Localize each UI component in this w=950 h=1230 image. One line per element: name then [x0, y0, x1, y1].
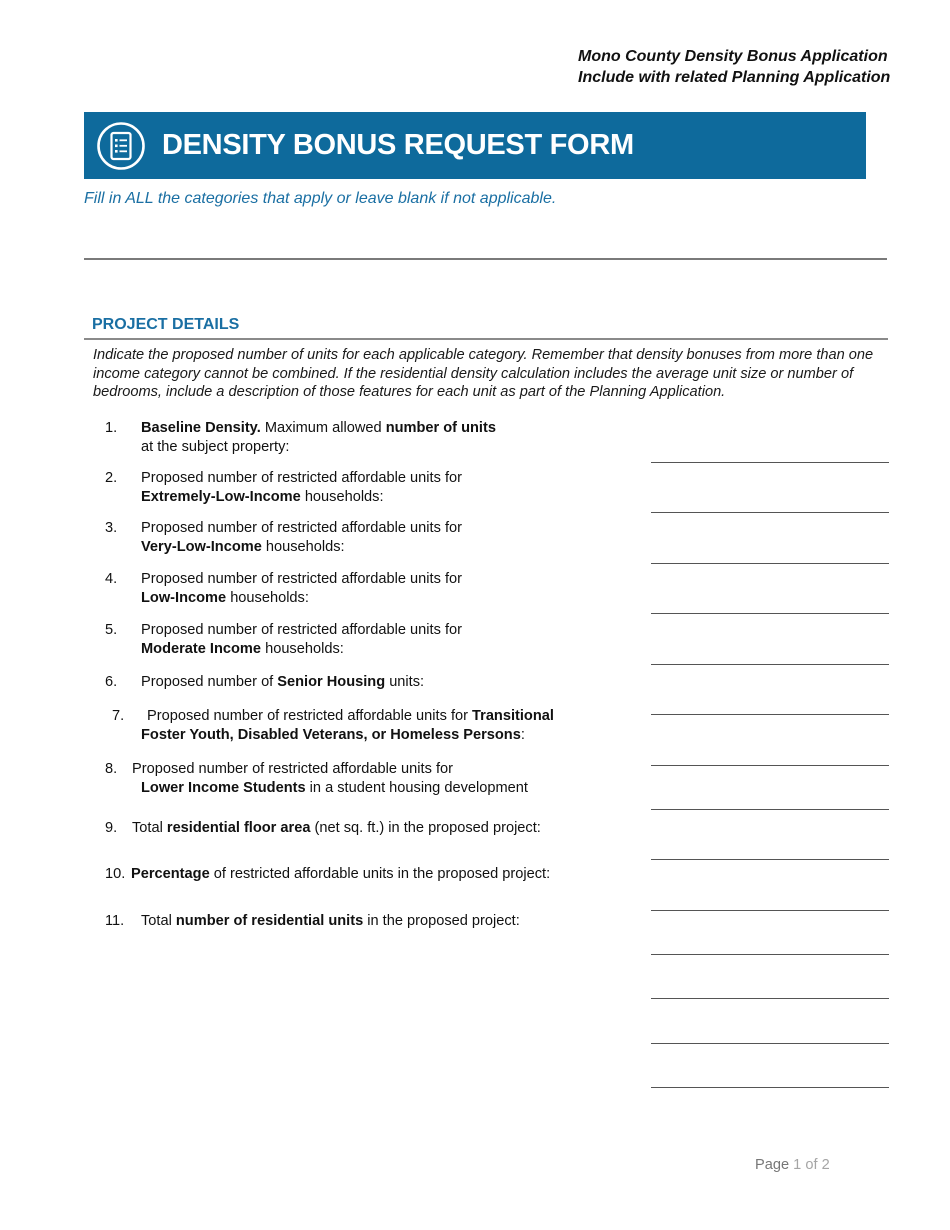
- item-text: in the proposed project:: [363, 913, 520, 929]
- page-of-label: of: [805, 1157, 818, 1173]
- answer-line[interactable]: [651, 1087, 889, 1088]
- item-number: 5.: [105, 622, 118, 638]
- item-label: [141, 912, 520, 931]
- item-number: 8.: [105, 761, 118, 777]
- item-text: households:: [300, 489, 384, 505]
- item-text: (net sq. ft.) in the proposed project:: [310, 820, 541, 836]
- answer-line[interactable]: [651, 613, 889, 614]
- item-label-line-2: [141, 779, 528, 798]
- form-title: DENSITY BONUS REQUEST FORM: [162, 129, 634, 161]
- item-label-line-2: [141, 726, 525, 745]
- item-bold: Moderate Income: [141, 641, 262, 657]
- header-note: [578, 46, 890, 88]
- item-number: 6.: [105, 674, 118, 690]
- item-number: 1.: [105, 420, 118, 436]
- item-text: Proposed number of restricted affordable units for: [141, 571, 462, 587]
- section-title: PROJECT DETAILS: [92, 316, 240, 333]
- answer-line[interactable]: [651, 563, 889, 564]
- item-label: [141, 570, 462, 608]
- answer-line[interactable]: [651, 1043, 889, 1044]
- answer-line[interactable]: [651, 664, 889, 665]
- item-text: at the subject property:: [141, 439, 290, 455]
- item-label: [132, 760, 453, 779]
- item-label: [141, 621, 462, 659]
- item-bold: Senior Housing: [277, 674, 386, 690]
- item-label: [147, 707, 554, 726]
- item-number: 4.: [105, 571, 118, 587]
- item-text: Proposed number of restricted affordable units for: [141, 520, 462, 536]
- item-text: households:: [261, 539, 345, 555]
- item-text: Proposed number of restricted affordable units for: [141, 622, 462, 638]
- item-bold: Transitional: [472, 708, 554, 724]
- item-bold: Foster Youth, Disabled Veterans, or Homeless Persons: [141, 727, 521, 743]
- item-label: [141, 419, 496, 457]
- section-intro: Indicate the proposed number of units for each applicable category. Remember that density bonuses from more than one income category cannot be combined. If the residential density calculation includes the average unit size or number of bedrooms, include a description of those features for each unit as part of the Planning Application.: [93, 347, 874, 401]
- item-bold: Very-Low-Income: [141, 539, 262, 555]
- item-label: [141, 673, 424, 692]
- item-number: 10.: [105, 866, 126, 882]
- item-bold: number of units: [385, 420, 496, 436]
- item-bold: Baseline Density.: [141, 420, 261, 436]
- item-number: 3.: [105, 520, 118, 536]
- item-text: :: [520, 727, 525, 743]
- item-text: Proposed number of restricted affordable units for: [132, 761, 453, 777]
- answer-line[interactable]: [651, 512, 889, 513]
- header-line-1: Mono County Density Bonus Application: [578, 48, 888, 65]
- item-label: [131, 865, 550, 884]
- checklist-icon: [96, 121, 146, 171]
- header-line-2: Include with related Planning Application: [578, 69, 891, 86]
- item-bold: number of residential units: [175, 913, 364, 929]
- item-number: 7.: [112, 708, 125, 724]
- item-text: households:: [226, 590, 309, 606]
- page-label: Page: [755, 1157, 790, 1173]
- answer-line[interactable]: [651, 765, 889, 766]
- item-text: Total: [132, 820, 167, 836]
- instructions: Fill in ALL the categories that apply or leave blank if not applicable.: [84, 190, 557, 207]
- answer-line[interactable]: [651, 714, 889, 715]
- item-number: 9.: [105, 820, 118, 836]
- item-label: [141, 519, 462, 557]
- answer-line[interactable]: [651, 809, 889, 810]
- answer-line[interactable]: [651, 954, 889, 955]
- item-bold: Low-Income: [141, 590, 227, 606]
- item-bold: Extremely-Low-Income: [141, 489, 301, 505]
- item-text: households:: [261, 641, 344, 657]
- item-number: 2.: [105, 470, 118, 486]
- page-number: 1: [793, 1157, 802, 1173]
- title-banner: [84, 112, 866, 179]
- divider: [84, 258, 887, 260]
- item-label: [141, 469, 462, 507]
- item-text: Maximum allowed: [260, 420, 386, 436]
- item-bold: Percentage: [131, 866, 210, 882]
- item-bold: Lower Income Students: [141, 780, 306, 796]
- item-text: Proposed number of: [141, 674, 278, 690]
- item-number: 11.: [105, 913, 125, 929]
- item-text: units:: [385, 674, 425, 690]
- item-text: of restricted affordable units in the proposed project:: [209, 866, 551, 882]
- item-bold: residential floor area: [166, 820, 311, 836]
- item-text: in a student housing development: [305, 780, 528, 796]
- answer-line[interactable]: [651, 998, 889, 999]
- section-divider: [84, 338, 888, 340]
- item-text: Proposed number of restricted affordable units for: [147, 708, 473, 724]
- page-footer: [755, 1155, 830, 1175]
- answer-line[interactable]: [651, 859, 889, 860]
- item-text: Total: [141, 913, 176, 929]
- answer-line[interactable]: [651, 910, 889, 911]
- page-total: 2: [821, 1157, 830, 1173]
- answer-line[interactable]: [651, 462, 889, 463]
- item-text: Proposed number of restricted affordable units for: [141, 470, 462, 486]
- item-label: [132, 819, 541, 838]
